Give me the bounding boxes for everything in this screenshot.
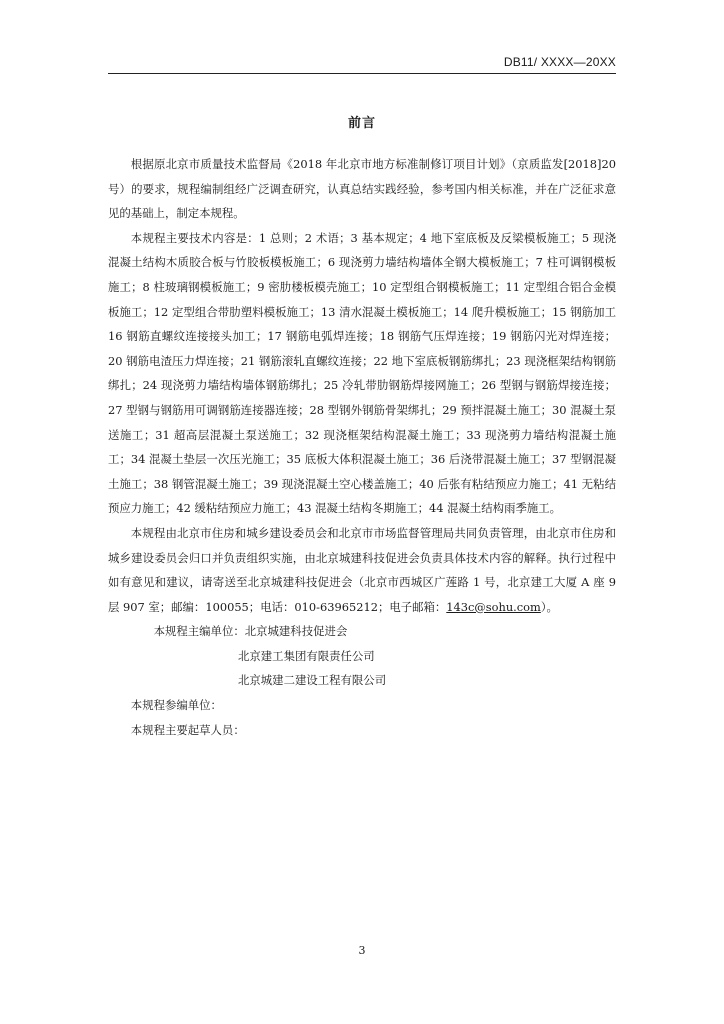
chief-editor-unit-3: 北京城建二建设工程有限公司	[238, 673, 387, 688]
page-number: 3	[358, 944, 366, 957]
chief-editor-line	[108, 619, 616, 644]
standard-code: DB11/ XXXX—20XX	[503, 55, 616, 69]
participating-units-label: 本规程参编单位：	[130, 698, 222, 713]
chief-editor-unit-2: 北京建工集团有限责任公司	[238, 648, 375, 663]
paragraph-management	[108, 521, 616, 619]
paragraph-technical-content: 本规程主要技术内容是：1 总则；2 术语；3 基本规定；4 地下室底板及反梁模板施工；5 现浇混凝土结构木质胶合板与竹胶板模板施工；6 现浇剪力墙结构墙体全钢大模板施工；7 柱可调钢模板施工；8 柱玻璃钢模板施工；9 密肋楼板模壳施工；10 定型组合钢模板施工；11 定型组合铝合金模板施工；12 定型组合带肋塑料模板施工；13 清水混凝土模板施工；14 爬升模板施工；15 钢筋加工 16 钢筋直螺纹连接接头加工；17 钢筋电弧焊连接；18 钢筋气压焊连接；19 钢筋闪光对焊连接；20 钢筋电渣压力焊连接；21 钢筋滚轧直螺纹连接；22 地下室底板钢筋绑扎；23 现浇框架结构钢筋绑扎；24 现浇剪力墙结构墙体钢筋绑扎；25 冷轧带肋钢筋焊接网施工；26 型钢与钢筋焊接连接；27 型钢与钢筋用可调钢筋连接器连接；28 型钢外钢筋骨架绑扎；29 预拌混凝土施工；30 混凝土泵送施工；31 超高层混凝土泵送施工；32 现浇框架结构混凝土施工；33 现浇剪力墙结构混凝土施工；34 混凝土垫层一次压光施工；35 底板大体积混凝土施工；36 后浇带混凝土施工；37 型钢混凝土施工；38 钢管混凝土施工；39 现浇混凝土空心楼盖施工；40 后张有粘结预应力施工；41 无粘结预应力施工；42 缓粘结预应力施工；43 混凝土结构冬期施工；44 混凝土结构雨季施工。	[108, 230, 616, 516]
chief-editor-label: 本规程主编单位：	[153, 624, 245, 639]
management-text: 本规程由北京市住房和城乡建设委员会和北京市市场监督管理局共同负责管理，由北京市住房和城乡建设委员会归口并负责组织实施，由北京城建科技促进会负责具体技术内容的解释。执行过程中如有意见和建议，请寄送至北京城建科技促进会（北京市西城区广莲路 1 号，北京建工大厦 A 座 9 层 907 室；邮编：100055；电话：010-63965212；电子邮箱：	[108, 525, 616, 614]
contact-email[interactable]: 143c@sohu.com	[446, 599, 541, 614]
paragraph-origin: 根据原北京市质量技术监督局《2018 年北京市地方标准制修订项目计划》（京质监发[2018]20 号）的要求，规程编制组经广泛调查研究，认真总结实践经验，参考国内相关标准，并在广泛征求意见的基础上，制定本规程。	[108, 157, 616, 221]
page-title: 前言	[347, 116, 376, 131]
management-text-end: ）。	[540, 599, 558, 614]
main-drafters-label: 本规程主要起草人员：	[130, 722, 245, 737]
chief-editor-unit-1: 北京城建科技促进会	[244, 624, 348, 639]
header-divider	[108, 73, 616, 74]
body-text	[108, 152, 616, 742]
